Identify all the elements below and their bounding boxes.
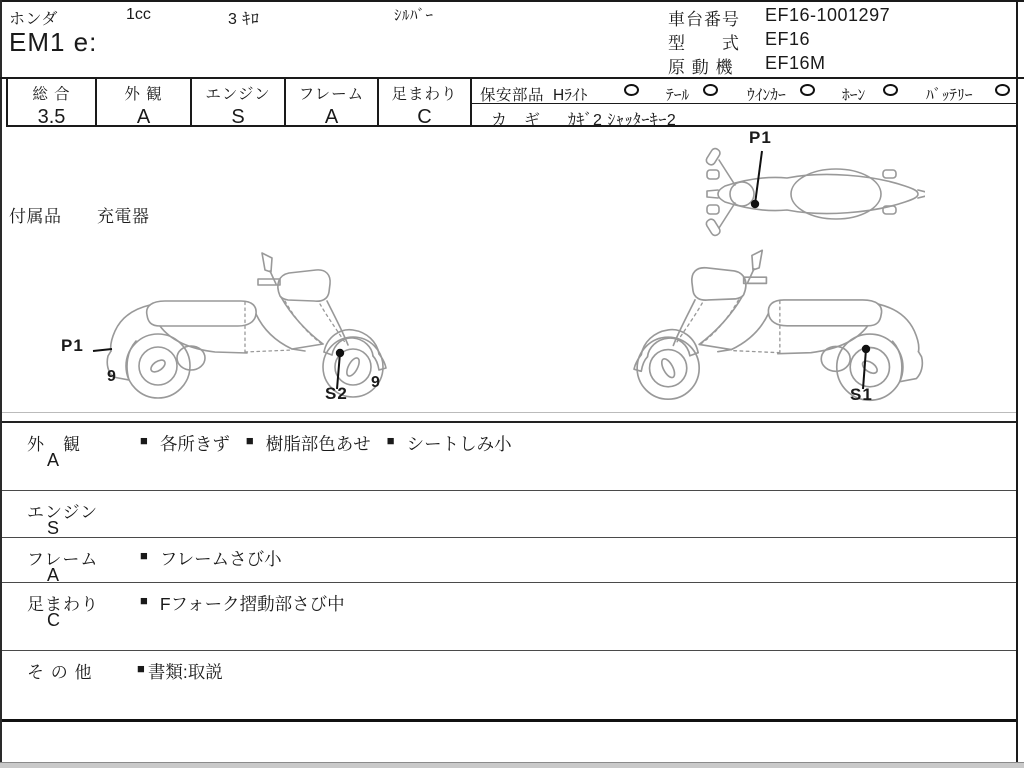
annotation-p1-top: P1 bbox=[749, 128, 772, 147]
safety-parts-zone bbox=[470, 77, 1016, 127]
note-text: 各所きず bbox=[159, 434, 230, 454]
scan-margin bbox=[0, 763, 1024, 768]
note-text: フレームさび小 bbox=[159, 549, 282, 569]
safety-item-taillight: ﾃｰﾙ bbox=[666, 87, 690, 104]
maker-name: ホンダ bbox=[9, 11, 58, 28]
pass-circle-icon bbox=[624, 84, 639, 96]
model-name: EM1 e: bbox=[9, 27, 98, 57]
safety-parts-label: 保安部品 bbox=[480, 87, 545, 104]
pass-circle-icon bbox=[800, 84, 815, 96]
section-frame-label: フレーム bbox=[27, 550, 99, 569]
bullet-icon: ■ bbox=[140, 548, 148, 563]
key-label: カ ギ bbox=[491, 112, 541, 129]
grade-box-overall bbox=[6, 77, 95, 127]
grade-box-undercarriage bbox=[377, 77, 470, 127]
section-undercarriage-grade: C bbox=[47, 610, 60, 630]
bullet-icon: ■ bbox=[137, 661, 145, 676]
section-engine bbox=[2, 490, 1016, 537]
grade-undercarriage-value: C bbox=[417, 106, 432, 128]
grade-engine-label: エンジン bbox=[205, 86, 271, 103]
grade-overall-value: 3.5 bbox=[37, 106, 66, 128]
grade-undercarriage-label: 足まわり bbox=[391, 86, 458, 103]
section-exterior bbox=[2, 421, 1016, 490]
model-type-value: EF16 bbox=[765, 29, 811, 49]
grade-exterior-label: 外 観 bbox=[124, 86, 163, 103]
section-other bbox=[2, 650, 1016, 719]
hairline bbox=[2, 412, 1016, 413]
note-text: 書類:取説 bbox=[147, 662, 223, 682]
footer-divider bbox=[2, 719, 1016, 722]
section-engine-grade: S bbox=[47, 518, 60, 538]
section-frame-notes bbox=[140, 546, 282, 571]
grade-box-frame bbox=[284, 77, 377, 127]
annotation-9-rear: 9 bbox=[107, 368, 116, 385]
chassis-number-value: EF16-1001297 bbox=[765, 5, 891, 25]
pass-circle-icon bbox=[703, 84, 718, 96]
safety-item-horn: ﾎｰﾝ bbox=[842, 87, 866, 104]
section-exterior-grade: A bbox=[47, 450, 60, 470]
body-color: ｼﾙﾊﾞｰ bbox=[394, 7, 434, 24]
safety-item-headlight: Hﾗｲﾄ bbox=[553, 87, 588, 104]
section-exterior-notes bbox=[140, 431, 512, 456]
grade-engine-value: S bbox=[231, 106, 245, 128]
annotation-s2: S2 bbox=[325, 384, 348, 403]
annotation-9-front: 9 bbox=[371, 374, 380, 391]
grade-exterior-value: A bbox=[136, 106, 151, 128]
bullet-icon: ■ bbox=[386, 433, 395, 448]
key-value: ｶｷﾞ2 ｼｬｯﾀｰｷｰ2 bbox=[568, 112, 677, 129]
grade-frame-label: フレーム bbox=[298, 86, 365, 103]
bullet-icon: ■ bbox=[140, 433, 148, 448]
section-exterior-label: 外 観 bbox=[27, 435, 81, 454]
bullet-icon: ■ bbox=[140, 593, 148, 608]
note-text: Fフォーク摺動部さび中 bbox=[159, 594, 345, 614]
displacement: 1cc bbox=[126, 6, 151, 23]
section-other-notes bbox=[137, 659, 223, 684]
chassis-number-label: 車台番号 bbox=[668, 10, 740, 29]
engine-code-label: 原 動 機 bbox=[668, 58, 734, 77]
section-engine-label: エンジン bbox=[27, 503, 99, 522]
mileage: 3 ｷﾛ bbox=[228, 11, 260, 28]
key-row bbox=[472, 105, 1016, 129]
section-frame bbox=[2, 537, 1016, 585]
grade-box-engine bbox=[190, 77, 284, 127]
section-other-label: そ の 他 bbox=[27, 663, 93, 682]
grade-frame-value: A bbox=[324, 106, 339, 128]
bullet-icon: ■ bbox=[245, 433, 254, 448]
section-undercarriage bbox=[2, 582, 1016, 650]
note-text: シートしみ小 bbox=[406, 434, 512, 454]
note-text: 樹脂部色あせ bbox=[265, 434, 371, 454]
section-undercarriage-notes bbox=[140, 591, 345, 616]
annotation-s1: S1 bbox=[850, 385, 873, 404]
grade-box-exterior bbox=[95, 77, 190, 127]
section-frame-grade: A bbox=[47, 565, 60, 585]
pass-circle-icon bbox=[883, 84, 898, 96]
safety-parts-row bbox=[472, 79, 1016, 104]
engine-code-value: EF16M bbox=[765, 53, 826, 73]
pass-circle-icon bbox=[995, 84, 1010, 96]
accessories-label: 付属品 bbox=[9, 207, 62, 226]
safety-item-battery: ﾊﾞｯﾃﾘｰ bbox=[926, 87, 973, 104]
model-type-label: 型 式 bbox=[668, 34, 740, 53]
damage-annotation-overlay bbox=[0, 127, 1024, 421]
annotation-p1-left: P1 bbox=[61, 336, 84, 355]
accessories-value: 充電器 bbox=[97, 207, 150, 226]
section-undercarriage-label: 足まわり bbox=[27, 595, 99, 614]
grade-table bbox=[6, 77, 1016, 127]
safety-item-winker: ｳｲﾝｶｰ bbox=[747, 87, 786, 104]
grade-overall-label: 総 合 bbox=[32, 86, 71, 103]
sheet-border-top bbox=[0, 0, 1024, 2]
